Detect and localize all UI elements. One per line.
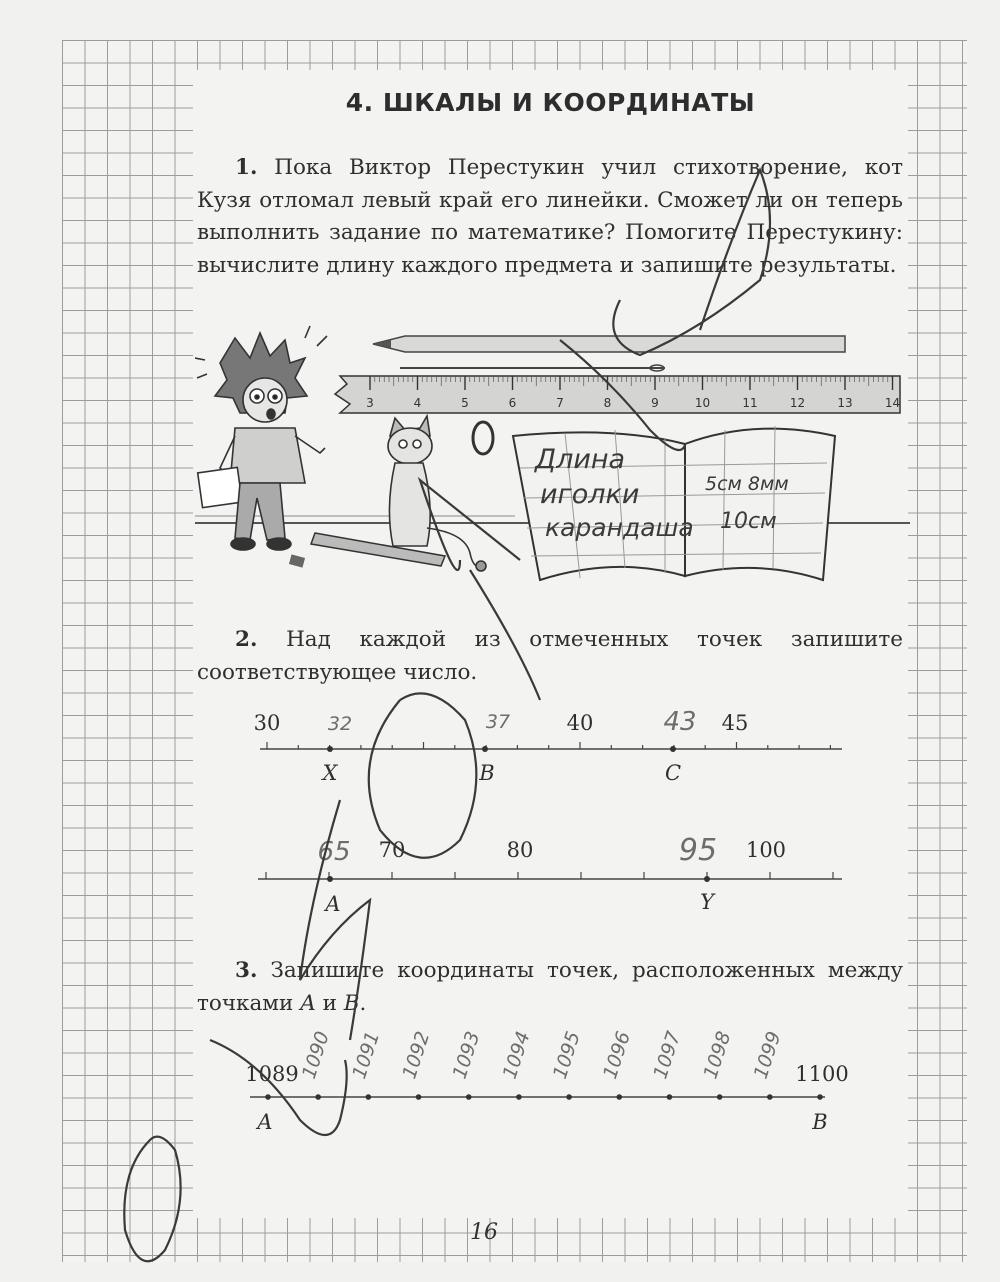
task-3: 3. Запишите координаты точек, расположенных между точками A и B.	[197, 958, 904, 1016]
point-label-b: B	[812, 1110, 828, 1134]
ruler-label: 12	[789, 396, 806, 410]
number-line-2	[258, 833, 842, 916]
point-y	[704, 876, 710, 882]
answer-coordinate: 1090	[298, 1028, 334, 1082]
end-label: 1100	[795, 1062, 849, 1086]
point-label-b: B	[479, 761, 495, 785]
answer-coordinate: 1094	[498, 1028, 535, 1082]
notebook-line-3: карандаша	[545, 513, 694, 542]
page-title: 4. ШКАЛЫ И КООРДИНАТЫ	[345, 88, 756, 117]
tick-label-40: 40	[566, 711, 594, 735]
needle-icon	[400, 365, 665, 371]
point-label-a: A	[257, 1110, 273, 1134]
point-label-x: X	[322, 761, 338, 785]
point-a	[327, 876, 333, 882]
point-label-c: C	[664, 761, 682, 785]
answer-coordinate: 1095	[548, 1028, 585, 1082]
notebook-line-1: Длина	[535, 444, 626, 475]
ruler-label: 3	[366, 396, 374, 410]
ruler-label: 14	[884, 396, 901, 410]
answer-a: 65	[317, 837, 351, 867]
answer-coordinate: 1093	[448, 1028, 485, 1082]
task-3-number: 3.	[235, 958, 258, 983]
tick-label-45: 45	[721, 711, 749, 735]
ruler-label: 5	[461, 396, 469, 410]
ruler-label: 4	[413, 396, 422, 410]
tick-label-100: 100	[745, 838, 787, 862]
ruler-label: 13	[837, 396, 853, 410]
point-x	[327, 746, 333, 752]
ruler-label: 10	[694, 396, 711, 410]
answer-coordinate: 1099	[749, 1028, 786, 1082]
page-number: 16	[470, 1220, 498, 1245]
task-3-text: Запишите координаты точек, расположенных между точками	[197, 958, 904, 1016]
task-1-number: 1.	[235, 155, 258, 180]
answer-coordinate: 1092	[398, 1028, 435, 1082]
point-label-y: Y	[700, 890, 714, 914]
tick-label-30: 30	[253, 711, 281, 735]
ruler-label: 6	[508, 396, 517, 410]
ruler-label: 7	[556, 396, 564, 410]
start-label: 1089	[245, 1062, 299, 1086]
ruler-label: 9	[651, 396, 659, 410]
illustration	[195, 318, 910, 593]
task-1-text: Пока Виктор Перестукин учил стихотворение, кот Кузя отломал левый край его линейки. Сможет ли он теперь выполнить задание по математике? Помогите Перестукину: вычислите длину каждого предмета и запишите результаты.	[197, 155, 903, 278]
point-c	[670, 746, 676, 752]
answer-x: 32	[327, 713, 353, 735]
button-icon	[473, 422, 493, 454]
notebook-answer-needle: 5см 8мм	[705, 473, 789, 495]
task-1	[197, 152, 903, 282]
answer-coordinate: 1096	[599, 1028, 635, 1082]
task-3-point-b: B	[343, 990, 360, 1016]
notebook-answer-pencil: 10см	[720, 509, 777, 534]
tick-label-80: 80	[506, 838, 534, 862]
ruler-label: 11	[742, 396, 758, 410]
ruler	[335, 376, 900, 413]
answer-coordinate: 1091	[348, 1028, 385, 1082]
pencil-icon	[373, 336, 845, 352]
number-line-1	[254, 707, 842, 785]
point-label-a: A	[325, 892, 341, 916]
task-2	[197, 624, 903, 689]
answer-coordinate: 1098	[699, 1028, 736, 1082]
notebook-line-2: иголки	[540, 479, 640, 510]
number-lines	[230, 700, 870, 1080]
task-3-point-a: A	[300, 990, 316, 1016]
answer-c: 43	[663, 707, 697, 737]
answer-b: 37	[485, 711, 511, 733]
cat-character-icon	[388, 416, 486, 571]
answer-coordinate: 1097	[649, 1028, 686, 1082]
notebook	[513, 426, 835, 580]
ruler-label: 8	[603, 396, 612, 410]
point-b	[482, 746, 488, 752]
answer-y: 95	[678, 833, 718, 868]
tick-label-70: 70	[378, 838, 406, 862]
task-2-number: 2.	[235, 627, 258, 652]
task-2-text: Над каждой из отмеченных точек запишите соответствующее число.	[197, 627, 903, 685]
